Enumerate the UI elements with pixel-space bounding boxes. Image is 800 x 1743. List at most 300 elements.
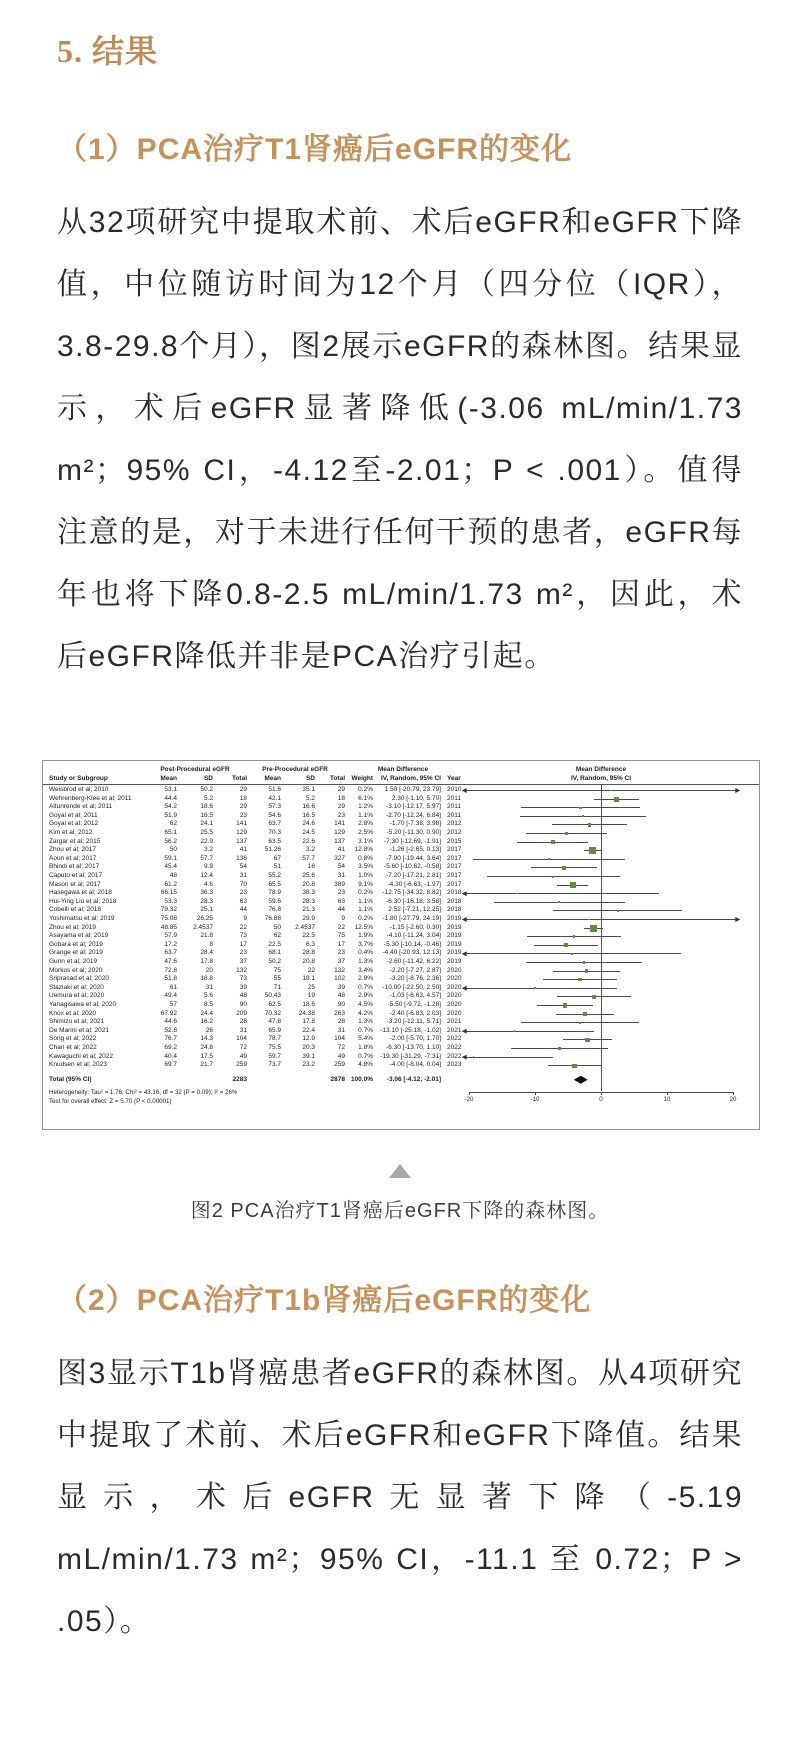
forest-cell: 28 <box>239 1018 247 1026</box>
forest-cell: 75.08 <box>160 915 177 922</box>
collapse-triangle-icon[interactable] <box>389 1164 411 1178</box>
forest-ci-text: -2.70 [-12.24, 6.84] <box>386 811 441 819</box>
forest-cell: 8.5 <box>203 1001 213 1008</box>
forest-cell: 63.7 <box>268 820 281 828</box>
forest-marker <box>558 1047 561 1050</box>
forest-year: 2015 <box>447 837 462 845</box>
forest-cell: 54.2 <box>164 803 177 811</box>
forest-cell: 23 <box>239 949 247 957</box>
forest-cell: 137 <box>236 837 247 845</box>
forest-cell: 70 <box>239 880 247 888</box>
forest-year: 2017 <box>447 854 462 862</box>
forest-header-year: Year <box>447 775 461 782</box>
forest-year: 2019 <box>447 949 462 957</box>
forest-marker <box>514 1030 516 1032</box>
forest-cell: 75 <box>273 966 281 974</box>
forest-year: 2019 <box>447 932 462 940</box>
forest-cell: 141 <box>334 820 345 828</box>
forest-marker <box>564 943 568 947</box>
forest-study-name: Hui-Ying Liu et al; 2018 <box>49 897 117 905</box>
forest-marker <box>573 935 576 938</box>
forest-cell: 23 <box>337 949 345 957</box>
forest-cell: 1.1% <box>358 811 373 819</box>
forest-cell: 17.8 <box>302 1018 315 1026</box>
forest-cell: 0.8% <box>358 854 373 862</box>
forest-header-col: SD <box>305 775 315 782</box>
forest-cell: 389 <box>334 880 345 888</box>
forest-axis-tick <box>733 1092 734 1095</box>
forest-ci-text: -12.75 [-34.32, 8.82] <box>382 889 441 897</box>
forest-year: 2018 <box>447 897 462 905</box>
forest-year: 2020 <box>447 1009 462 1017</box>
forest-study-name: Zargar et al; 2015 <box>49 837 101 845</box>
forest-marker <box>473 1056 475 1058</box>
forest-ci-text: -2.20 [-7.27, 2.87] <box>389 966 441 974</box>
forest-ci-text: -1.15 [-2.60, 0.30] <box>389 923 441 931</box>
forest-cell: 47.6 <box>164 958 177 965</box>
forest-axis-label: -20 <box>464 1095 474 1103</box>
forest-axis-tick <box>535 1092 536 1095</box>
forest-year: 2017 <box>447 880 462 888</box>
forest-cell: 44.4 <box>164 794 177 802</box>
forest-cell: 57.3 <box>268 803 281 811</box>
forest-header-post-group: Post-Procedural eGFR <box>160 766 230 773</box>
forest-cell: 45.4 <box>164 863 177 871</box>
forest-marker <box>617 910 619 912</box>
forest-cell: 75 <box>337 932 345 940</box>
forest-overall-test: Test for overall effect: Z = 5.70 (P < 0.00001) <box>49 1097 172 1105</box>
forest-cell: 23 <box>239 889 247 897</box>
forest-cell: 37 <box>337 958 345 965</box>
forest-study-name: Gunn et al; 2019 <box>49 958 98 965</box>
forest-cell: 70.32 <box>264 1009 281 1017</box>
forest-header-col: Mean <box>160 775 177 782</box>
forest-cell: 67 <box>273 854 281 862</box>
forest-cell: 39.1 <box>302 1052 315 1060</box>
forest-ci-text: -7.30 [-12.69, -1.91] <box>383 837 441 845</box>
forest-cell: 51.6 <box>268 786 281 793</box>
forest-cell: 2.8% <box>358 820 373 828</box>
forest-ci-text: -2.00 [-5.70, 1.70] <box>389 1035 441 1043</box>
forest-cell: 63 <box>337 897 345 905</box>
forest-cell: 4.8% <box>358 1061 373 1069</box>
forest-cell: 67.92 <box>160 1009 177 1017</box>
forest-cell: 9 <box>243 915 247 922</box>
forest-cell: 31 <box>239 872 247 879</box>
forest-cell: 24.6 <box>302 820 315 828</box>
figure-caption: 图2 PCA治疗T1肾癌后eGFR下降的森林图。 <box>190 1200 610 1222</box>
forest-ci-line <box>466 1031 595 1032</box>
forest-cell: 41 <box>239 846 247 854</box>
forest-ci-text: -6.30 [-13.70, 1.10] <box>386 1044 441 1051</box>
forest-cell: 12.8% <box>354 846 373 854</box>
forest-cell: 49 <box>239 1052 247 1060</box>
forest-cell: 2.4537 <box>193 923 213 931</box>
forest-cell: 63 <box>239 897 247 905</box>
forest-study-name: Knox et al; 2020 <box>49 1009 96 1017</box>
forest-year: 2011 <box>447 794 461 802</box>
forest-cell: 55.2 <box>268 872 281 879</box>
forest-ci-line <box>466 1057 553 1058</box>
forest-cell: 50.2 <box>268 958 281 965</box>
forest-year: 2010 <box>447 786 462 793</box>
forest-cell: 72 <box>337 1044 345 1051</box>
forest-cell: 54 <box>239 863 247 871</box>
forest-cell: 29.9 <box>302 915 315 922</box>
forest-cell: 12.4 <box>200 872 213 879</box>
forest-study-name: Song et al; 2022 <box>49 1035 97 1043</box>
forest-header-iv-text: IV, Random, 95% CI <box>380 775 441 782</box>
forest-cell: 28 <box>337 1018 345 1026</box>
forest-cell: 65.9 <box>268 1026 281 1034</box>
forest-ci-text: -7.90 [-19.44, 3.64] <box>386 854 441 862</box>
forest-study-name: Kawaguchi et al; 2022 <box>49 1052 113 1060</box>
forest-cell: 57.9 <box>164 932 177 940</box>
forest-cell: 5.2 <box>203 794 213 802</box>
forest-cell: 3.2 <box>203 846 213 854</box>
forest-cell: 25.1 <box>200 906 213 914</box>
forest-cell: 53.3 <box>164 897 177 905</box>
forest-cell: 4.6 <box>203 880 213 888</box>
forest-cell: 3.7% <box>358 940 373 948</box>
forest-cell: 17 <box>337 940 345 948</box>
forest-cell: 9 <box>341 915 345 922</box>
forest-header-col: SD <box>203 775 213 782</box>
forest-marker <box>590 925 597 932</box>
forest-study-name: Mason et al; 2017 <box>49 880 101 888</box>
forest-cell: 72 <box>239 1044 247 1051</box>
forest-cell: 132 <box>334 966 345 974</box>
forest-cell: 48 <box>169 872 177 879</box>
forest-cell: 104 <box>236 1035 247 1043</box>
forest-header-md-text: Mean Difference <box>377 766 429 773</box>
forest-arrow-left <box>462 917 467 922</box>
forest-cell: 0.2% <box>358 786 373 793</box>
forest-cell: 2.9% <box>358 975 373 983</box>
forest-cell: 16.5 <box>200 811 213 819</box>
forest-diamond <box>574 1076 588 1084</box>
forest-cell: 51.9 <box>164 811 177 819</box>
forest-ci-text: -5.50 [-9.72, -1.28] <box>387 1001 441 1008</box>
forest-study-name: Caputo et al; 2017 <box>49 872 103 879</box>
forest-marker <box>588 823 591 826</box>
forest-cell: 0.7% <box>358 1052 373 1060</box>
forest-cell: 14.3 <box>200 1035 213 1043</box>
forest-cell: 22.5 <box>268 940 281 948</box>
forest-cell: 57 <box>169 1001 177 1008</box>
forest-cell: 141 <box>236 820 247 828</box>
forest-cell: 209 <box>236 1009 247 1017</box>
forest-year: 2023 <box>447 1061 462 1069</box>
forest-total-label: Total (95% CI) <box>49 1075 92 1083</box>
forest-cell: 24.38 <box>298 1009 315 1017</box>
forest-cell: 22.4 <box>302 1026 315 1034</box>
paragraph-2: 图3显示T1b肾癌患者eGFR的森林图。从4项研究中提取了术前、术后eGFR和eGFR下降值。结果显示，术后eGFR无显著下降（-5.19 mL/min/1.73 m²；95% CI，-11.1 至 0.72；P > .05）。 <box>57 1357 743 1638</box>
paragraph-1: 从32项研究中提取术前、术后eGFR和eGFR下降值，中位随访时间为12个月（四分位（IQR），3.8-29.8个月），图2展示eGFR的森林图。结果显示，术后eGFR显著降低(-3.06 mL/min/1.73 m²；95% CI，-4.12至-2.01；P < .001）。值得注意的是，对于未进行任何干预的患者，eGFR每年也将下降0.8-2.5 mL/min/1.73 m²，因此，术后eGFR降低并非是PCA治疗引起。 <box>57 206 743 673</box>
forest-year: 2018 <box>447 889 462 897</box>
forest-year: 2011 <box>447 811 461 819</box>
forest-ci-text: -5.30 [-10.14, -0.46] <box>383 940 441 948</box>
forest-zero-line <box>601 785 602 1091</box>
forest-cell: 57.7 <box>200 854 213 862</box>
forest-cell: 9.1% <box>358 880 373 888</box>
forest-cell: 65.1 <box>164 829 177 836</box>
forest-axis-label: 10 <box>663 1095 671 1103</box>
forest-cell: 104 <box>334 1035 345 1043</box>
forest-year: 2012 <box>447 829 462 836</box>
forest-ci-line <box>466 988 618 989</box>
forest-cell: 48.85 <box>160 923 177 931</box>
forest-header-pre-group: Pre-Procedural eGFR <box>262 766 328 773</box>
forest-cell: 23 <box>239 811 247 819</box>
forest-marker <box>592 995 595 998</box>
forest-cell: 44.6 <box>164 1018 177 1026</box>
forest-cell: 4.2% <box>358 1009 373 1017</box>
forest-cell: 52.8 <box>164 1026 177 1034</box>
forest-cell: 23.2 <box>302 1061 315 1069</box>
forest-cell: 17.8 <box>200 958 213 965</box>
forest-axis-tick <box>667 1092 668 1095</box>
forest-ci-line <box>466 893 660 894</box>
forest-cell: 35.1 <box>302 786 315 793</box>
forest-cell: 17.5 <box>200 1052 213 1060</box>
figure-forest-plot[interactable] <box>42 760 760 1130</box>
forest-marker <box>565 832 568 835</box>
forest-cell: 19 <box>307 992 315 1000</box>
forest-cell: 62.5 <box>268 1001 281 1008</box>
forest-cell: 48 <box>239 992 247 1000</box>
forest-cell: 57.7 <box>302 854 315 862</box>
forest-axis-label: 20 <box>729 1095 737 1103</box>
forest-marker <box>562 866 566 870</box>
forest-cell: 76.7 <box>164 1035 177 1043</box>
forest-cell: 24.1 <box>200 820 213 828</box>
forest-ci-text: 1.50 [-20.79, 23.79] <box>384 786 441 793</box>
forest-ci-text: -1.80 [-27.79, 24.19] <box>382 915 441 922</box>
forest-cell: 327 <box>334 854 345 862</box>
forest-ci-text: 2.52 [-7.21, 12.25] <box>388 906 441 914</box>
forest-cell: 24.4 <box>200 1009 213 1017</box>
forest-marker <box>570 882 576 888</box>
forest-study-name: Staziaki et al; 2020 <box>49 983 104 991</box>
forest-cell: 21.8 <box>200 932 213 940</box>
forest-year: 2022 <box>447 1035 462 1043</box>
forest-cell: 76.88 <box>264 915 281 922</box>
forest-cell: 90 <box>337 1001 345 1008</box>
forest-cell: 20 <box>205 966 213 974</box>
forest-cell: 51.26 <box>264 846 281 854</box>
forest-cell: 55 <box>273 975 281 983</box>
forest-cell: 61 <box>169 983 177 991</box>
forest-marker <box>579 1022 581 1024</box>
forest-cell: 38.3 <box>302 889 315 897</box>
forest-cell: 136 <box>236 854 247 862</box>
forest-study-name: Hasegawa et al; 2018 <box>49 889 112 897</box>
forest-cell: 1.9% <box>358 932 373 940</box>
forest-cell: 51 <box>273 863 281 871</box>
forest-cell: 70.3 <box>268 829 281 836</box>
forest-study-name: Zhou et al; 2019 <box>49 923 96 931</box>
forest-cell: 21.3 <box>302 906 315 914</box>
forest-ci-text: -4.30 [-6.63, -1.97] <box>387 880 441 888</box>
forest-year: 2017 <box>447 872 462 879</box>
forest-total-pre: 2878 <box>330 1075 345 1083</box>
forest-cell: 5.4% <box>358 1035 373 1043</box>
forest-marker <box>578 978 581 981</box>
forest-cell: 63.5 <box>268 837 281 845</box>
forest-cell: 25.5 <box>200 829 213 836</box>
forest-header-iv-plot: IV, Random, 95% CI <box>570 775 632 782</box>
forest-year: 2022 <box>447 1052 462 1060</box>
forest-cell: 79.32 <box>160 906 177 914</box>
forest-cell: 28.4 <box>200 949 213 957</box>
forest-ci-text: -1.03 [-6.63, 4.57] <box>389 992 441 1000</box>
forest-ci-text: -7.20 [-17.21, 2.81] <box>386 872 441 879</box>
forest-year: 2020 <box>447 983 462 991</box>
forest-arrow-left <box>462 951 467 956</box>
forest-cell: 1.8% <box>358 1044 373 1051</box>
forest-year: 2019 <box>447 915 462 922</box>
forest-cell: 44 <box>239 906 247 914</box>
forest-marker <box>585 1038 590 1043</box>
forest-cell: 71 <box>273 983 281 991</box>
forest-cell: 68.1 <box>268 949 281 957</box>
forest-study-name: Morkos et al; 2020 <box>49 966 103 974</box>
forest-cell: 25.6 <box>302 872 315 879</box>
forest-cell: 3.2 <box>305 846 315 854</box>
forest-cell: 132 <box>236 966 247 974</box>
forest-marker <box>548 858 550 860</box>
forest-cell: 26.25 <box>196 915 213 922</box>
forest-cell: 31 <box>337 872 345 879</box>
forest-cell: 129 <box>236 829 247 836</box>
forest-marker <box>534 987 536 989</box>
forest-cell: 61.2 <box>164 880 177 888</box>
forest-marker <box>610 790 612 792</box>
forest-cell: 78.7 <box>268 1035 281 1043</box>
forest-year: 2019 <box>447 923 462 931</box>
forest-cell: 12.5% <box>354 923 373 931</box>
forest-ci-text: -13.10 [-25.18, -1.02] <box>380 1026 441 1034</box>
forest-cell: 0.7% <box>358 1026 373 1034</box>
forest-cell: 16.5 <box>302 811 315 819</box>
forest-cell: 28.8 <box>302 949 315 957</box>
forest-marker <box>572 1064 576 1068</box>
forest-year: 2011 <box>447 803 461 811</box>
forest-cell: 6.3 <box>305 940 315 948</box>
forest-cell: 2.5% <box>358 829 373 836</box>
forest-cell: 24.8 <box>200 1044 213 1051</box>
forest-cell: 3.4% <box>358 966 373 974</box>
forest-cell: 0.4% <box>358 949 373 957</box>
forest-cell: 137 <box>334 837 345 845</box>
forest-cell: 0.2% <box>358 889 373 897</box>
forest-cell: 50.43 <box>264 992 281 1000</box>
forest-cell: 5.6 <box>203 992 213 1000</box>
forest-cell: 50.2 <box>200 786 213 793</box>
forest-cell: 69.7 <box>164 1061 177 1069</box>
subsection-2-title: （2）PCA治疗T1b肾癌后eGFR的变化 <box>57 1284 592 1317</box>
forest-marker <box>614 797 619 802</box>
forest-study-name: Goyal et al; 2011 <box>49 811 98 819</box>
forest-study-name: Bhindi et al; 2017 <box>49 863 100 871</box>
forest-ci-line <box>466 919 737 920</box>
forest-cell: 72.8 <box>164 966 177 974</box>
forest-cell: 31 <box>205 983 213 991</box>
forest-axis-tick <box>469 1092 470 1095</box>
forest-study-name: Sriprasad et al; 2020 <box>49 975 109 983</box>
forest-header-md-plot: Mean Difference <box>575 766 627 773</box>
forest-arrow-right <box>735 788 740 793</box>
forest-cell: 0.2% <box>358 915 373 922</box>
forest-cell: 62 <box>273 932 281 940</box>
forest-cell: 259 <box>236 1061 247 1069</box>
forest-cell: 78.9 <box>268 889 281 897</box>
forest-cell: 59.1 <box>164 854 177 862</box>
forest-cell: 40.4 <box>164 1052 177 1060</box>
forest-cell: 76.8 <box>268 906 281 914</box>
forest-cell: 31 <box>239 1026 247 1034</box>
forest-cell: 2.4537 <box>295 923 315 931</box>
forest-cell: 22 <box>239 923 247 931</box>
forest-cell: 20.8 <box>302 880 315 888</box>
forest-marker <box>589 847 596 854</box>
forest-year: 2017 <box>447 863 462 871</box>
forest-cell: 18.1 <box>302 975 315 983</box>
forest-header-col: Mean <box>264 775 281 782</box>
forest-cell: 29 <box>337 803 345 811</box>
forest-study-name: Aoun et al; 2017 <box>49 854 97 862</box>
forest-cell: 24.5 <box>302 829 315 836</box>
forest-cell: 3.5% <box>358 863 373 871</box>
forest-study-name: Chan et al; 2022 <box>49 1044 97 1051</box>
forest-ci-text: -4.00 [-8.04, 0.04] <box>389 1061 441 1069</box>
section-title: 5. 结果 <box>57 33 159 69</box>
forest-cell: 56.2 <box>164 837 177 845</box>
forest-study-name: Goyal et al; 2012 <box>49 820 99 828</box>
forest-ci-text: 2.30 [-1.10, 5.70] <box>391 794 441 802</box>
forest-ci-text: -19.30 [-31.29, -7.31] <box>380 1052 441 1060</box>
forest-total-weight: 100.0% <box>350 1075 373 1083</box>
forest-cell: 20.3 <box>302 1044 315 1051</box>
forest-marker <box>571 953 573 955</box>
forest-cell: 17 <box>239 940 247 948</box>
forest-study-name: Grange et al; 2019 <box>49 949 103 957</box>
forest-study-name: Shimizu et al; 2021 <box>49 1018 105 1026</box>
forest-cell: 44 <box>337 906 345 914</box>
forest-cell: 6.1% <box>358 794 373 802</box>
forest-ci-text: -2.40 [-6.83, 2.03] <box>389 1009 441 1017</box>
forest-year: 2018 <box>447 906 462 914</box>
forest-ci-text: -2.60 [-11.42, 6.22] <box>386 958 441 965</box>
forest-cell: 29 <box>239 786 247 793</box>
forest-arrow-left <box>462 1029 467 1034</box>
forest-axis-tick <box>601 1092 602 1095</box>
forest-marker <box>516 893 518 895</box>
forest-cell: 50 <box>169 846 177 854</box>
forest-study-name: De Marini et al; 2021 <box>49 1026 109 1034</box>
forest-cell: 54.6 <box>268 811 281 819</box>
forest-marker <box>579 807 581 809</box>
forest-ci-text: -5.20 [-11.30, 0.90] <box>386 829 441 836</box>
forest-year: 2019 <box>447 940 462 948</box>
forest-cell: 1.3% <box>358 1018 373 1026</box>
forest-marker <box>585 969 589 973</box>
forest-cell: 37 <box>239 958 247 965</box>
forest-study-name: Gobara et al; 2019 <box>49 940 103 948</box>
forest-ci-text: -5.60 [-10.62, -0.58] <box>383 863 441 871</box>
forest-study-name: Cobelli et al; 2018 <box>49 906 102 914</box>
